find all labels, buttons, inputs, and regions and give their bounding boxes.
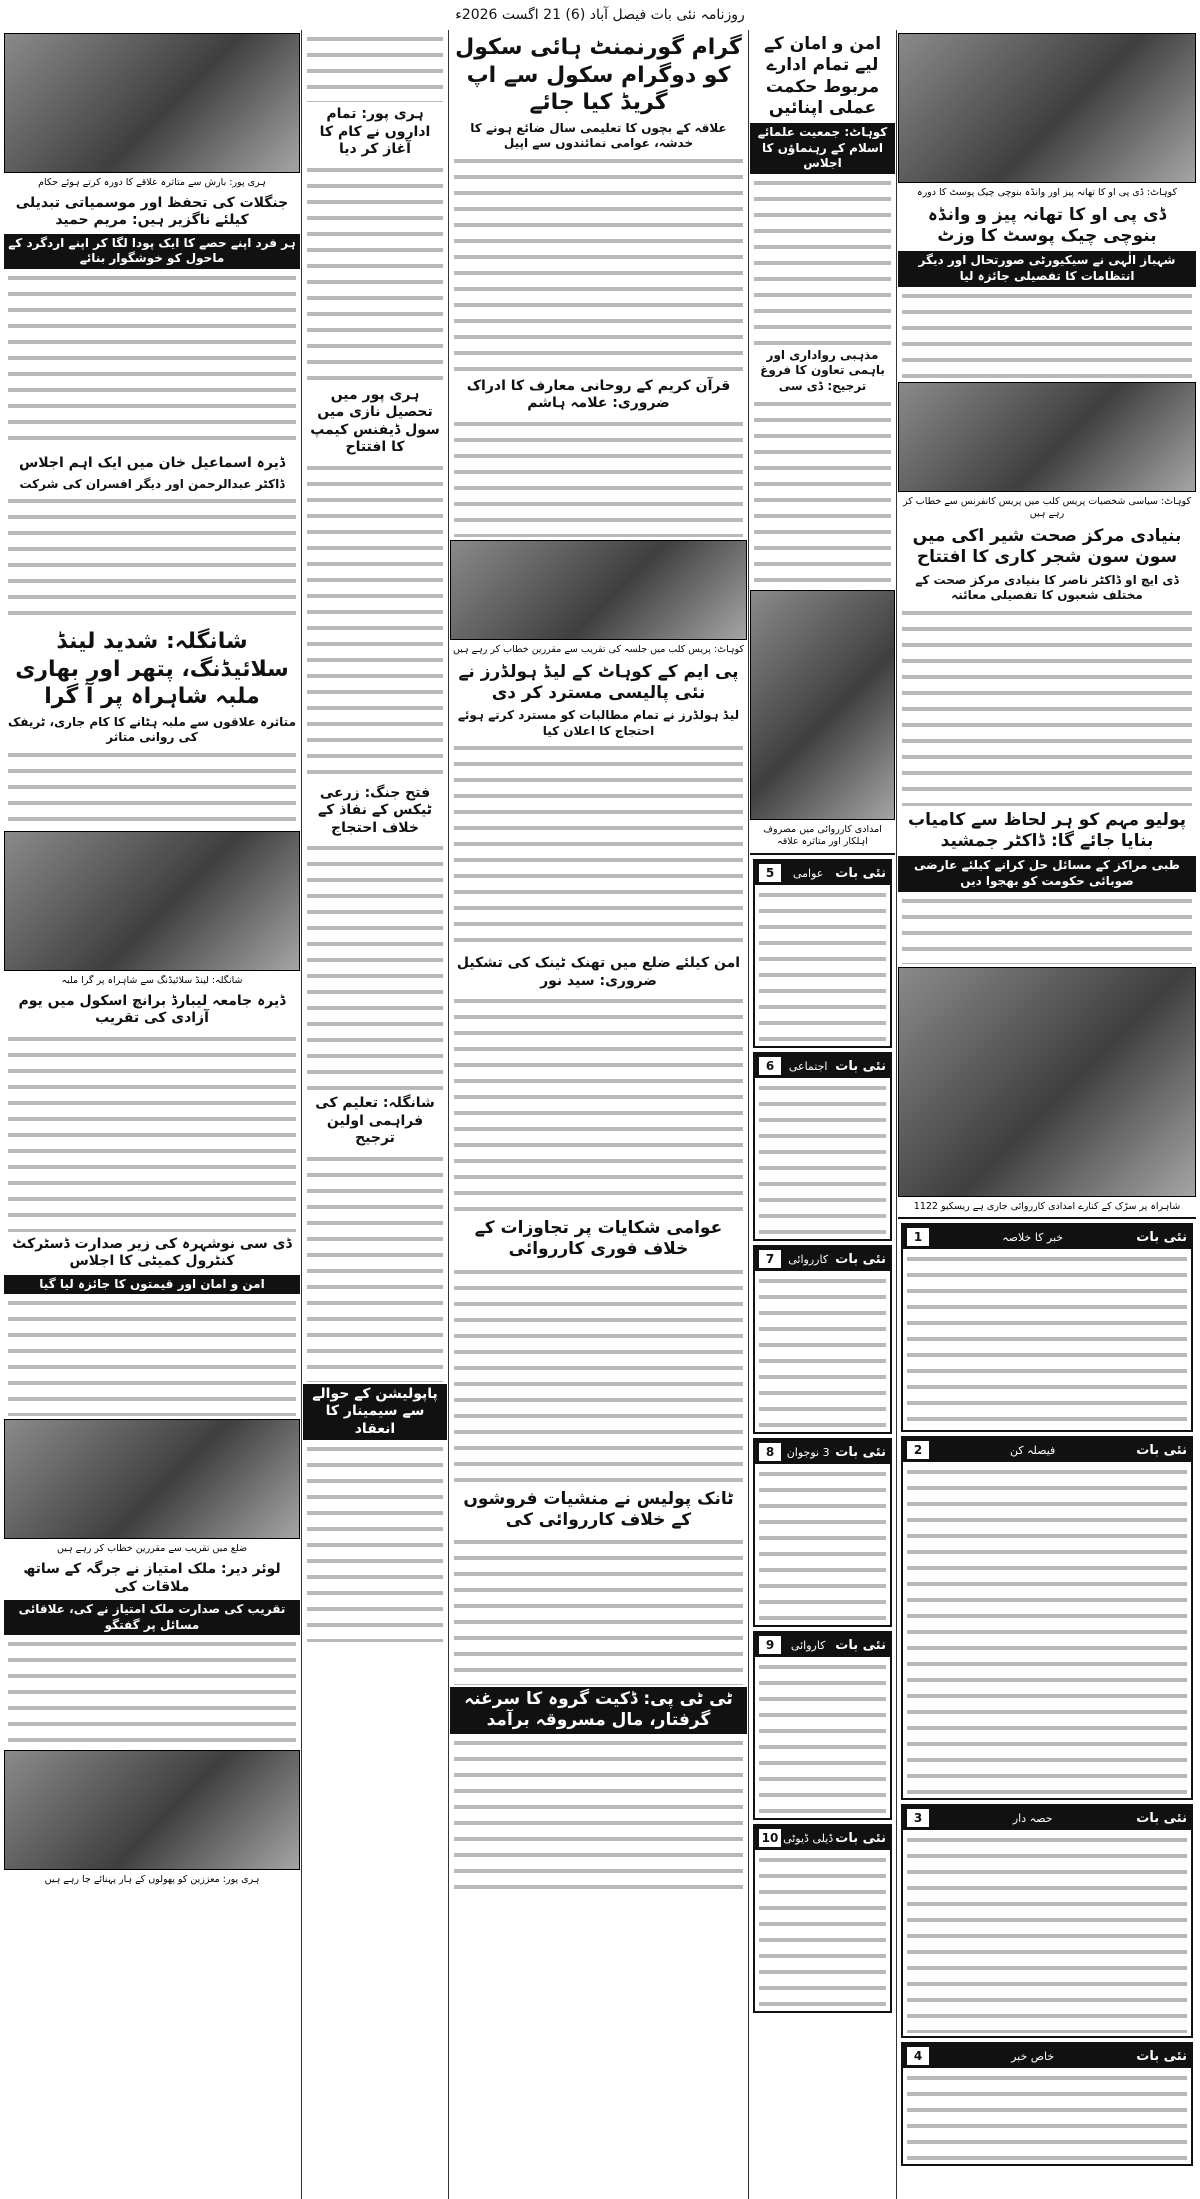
column-divider bbox=[896, 30, 897, 2199]
brief-tag: خبر کا خلاصہ bbox=[1002, 1230, 1064, 1244]
brief-number: 7 bbox=[759, 1250, 781, 1268]
brief-number: 10 bbox=[759, 1829, 781, 1847]
brief-tag: فیصلہ کن bbox=[1010, 1443, 1056, 1457]
photo-image bbox=[898, 33, 1196, 183]
headline: ڈیرہ اسماعیل خان میں ایک اہم اجلاس bbox=[18, 455, 286, 471]
news-brief bbox=[901, 1436, 1193, 1800]
brief-tag: ڈیلی ڈیوٹی bbox=[783, 1831, 834, 1845]
section-rule bbox=[898, 1217, 1196, 1219]
brief-body bbox=[759, 1274, 886, 1429]
brief-number: 3 bbox=[907, 1809, 929, 1827]
brief-body bbox=[907, 1465, 1187, 1795]
headline: ہری پور میں تحصیل نازی میں سول ڈیفنس کیمپ کا افتتاح bbox=[310, 386, 440, 455]
news-brief bbox=[901, 2042, 1193, 2166]
news-brief bbox=[753, 1438, 892, 1627]
headline: لوئر دیر: ملک امتیاز نے جرگہ کے ساتھ ملاقات کی bbox=[23, 1561, 281, 1595]
brief-number: 9 bbox=[759, 1636, 781, 1654]
photo-caption: ہری پور: بارش سے متاثرہ علاقے کا دورہ کرتے ہوئے حکام bbox=[38, 177, 266, 188]
subheadline: لیڈ ہولڈرز نے تمام مطالبات کو مسترد کرتے ہوئے احتجاج کا اعلان کیا bbox=[457, 708, 740, 738]
article-body bbox=[307, 32, 443, 102]
column-5 bbox=[4, 30, 300, 2199]
brief-label: نئی بات bbox=[1136, 1810, 1187, 1826]
brief-header bbox=[755, 1054, 890, 1078]
news-photo bbox=[4, 1419, 300, 1557]
headline: پاپولیشن کے حوالے سے سیمینار کا انعقاد bbox=[303, 1384, 447, 1441]
brief-label: نئی بات bbox=[835, 1444, 886, 1460]
article-body bbox=[454, 1535, 743, 1685]
brief-body bbox=[759, 888, 886, 1043]
brief-body bbox=[907, 2071, 1187, 2161]
article-body bbox=[902, 289, 1192, 379]
news-brief bbox=[901, 1223, 1193, 1432]
photo-caption: کوہاٹ: پریس کلب میں جلسہ کی تقریب سے مقررین خطاب کر رہے ہیں bbox=[452, 643, 745, 655]
brief-tag: عوامی bbox=[792, 866, 824, 880]
photo-caption: ہری پور: معززین کو پھولوں کے ہار پہنائے جا رہے ہیں bbox=[44, 1874, 260, 1886]
news-brief bbox=[901, 1804, 1193, 2038]
photo-image bbox=[898, 382, 1196, 492]
brief-body bbox=[907, 1833, 1187, 2033]
subheadline: متاثرہ علاقوں سے ملبہ ہٹانے کا کام جاری، ٹریفک کی روانی متاثر bbox=[7, 714, 297, 745]
photo-image bbox=[750, 590, 895, 820]
brief-header bbox=[755, 1247, 890, 1271]
brief-label: نئی بات bbox=[835, 1830, 886, 1846]
article-body bbox=[8, 1032, 296, 1232]
brief-header bbox=[903, 2044, 1191, 2068]
news-brief bbox=[753, 1245, 892, 1434]
news-photo bbox=[898, 967, 1196, 1215]
article-body bbox=[454, 417, 743, 537]
column-4 bbox=[303, 30, 447, 2199]
brief-body bbox=[759, 1660, 886, 1815]
column-divider bbox=[448, 30, 449, 2199]
photo-caption: امدادی کارروائی میں مصروف اہلکار اور متاثرہ علاقہ bbox=[763, 823, 882, 848]
brief-label: نئی بات bbox=[835, 865, 886, 881]
brief-header bbox=[755, 1633, 890, 1657]
news-photo bbox=[4, 1750, 300, 1888]
brief-header bbox=[903, 1438, 1191, 1462]
headline: امن و امان کے لیے تمام ادارے مربوط حکمت عملی اپنائیں bbox=[763, 34, 882, 118]
article-body bbox=[454, 154, 743, 374]
brief-number: 4 bbox=[907, 2047, 929, 2065]
subheadline: علاقہ کے بچوں کا تعلیمی سال ضائع ہونے کا خدشہ، عوامی نمائندوں سے اپیل bbox=[470, 120, 727, 151]
news-photo bbox=[4, 831, 300, 989]
photo-caption: کوہاٹ: سیاسی شخصیات پریس کلب میں پریس کانفرنس سے خطاب کر رہے ہیں bbox=[903, 495, 1191, 520]
brief-label: نئی بات bbox=[835, 1251, 886, 1267]
column-divider bbox=[748, 30, 749, 2199]
photo-image bbox=[4, 33, 300, 173]
headline: ڈی پی او کا تھانہ پیز و وانڈہ بنوچی چیک پوسٹ کا وزٹ bbox=[927, 204, 1167, 247]
brief-number: 1 bbox=[907, 1228, 929, 1246]
article-body bbox=[454, 1736, 743, 1896]
headline: پولیو مہم کو ہر لحاظ سے کامیاب بنایا جائے گا: ڈاکٹر جمشید bbox=[908, 809, 1186, 852]
column-2 bbox=[750, 30, 895, 2199]
headline: امن کیلئے ضلع میں تھنک ٹینک کی تشکیل ضروری: سید نور bbox=[456, 955, 741, 989]
brief-body bbox=[759, 1081, 886, 1236]
section-rule bbox=[750, 853, 895, 855]
headline: پی ایم کے کوہاٹ کے لیڈ ہولڈرز نے نئی پالیسی مسترد کر دی bbox=[458, 661, 739, 703]
headline: فتح جنگ: زرعی ٹیکس کے نفاذ کے خلاف احتجاج bbox=[318, 784, 432, 836]
brief-tag: حصہ دار bbox=[1012, 1811, 1053, 1825]
brief-tag: کارروائی bbox=[788, 1252, 829, 1266]
photo-image bbox=[4, 831, 300, 971]
photo-caption: شاہراہ پر سڑک کے کنارے امدادی کارروائی جاری ہے ریسکیو 1122 bbox=[913, 1200, 1181, 1212]
brief-header bbox=[755, 861, 890, 885]
news-photo bbox=[898, 33, 1196, 201]
photo-image bbox=[4, 1419, 300, 1539]
article-body bbox=[307, 841, 443, 1091]
news-brief bbox=[753, 1052, 892, 1241]
article-body bbox=[454, 994, 743, 1214]
brief-header bbox=[755, 1826, 890, 1850]
headline: جنگلات کی تحفظ اور موسمیاتی تبدیلی کیلئے ناگزیر ہیں: مریم حمید bbox=[15, 194, 289, 229]
brief-tag: خاص خبر bbox=[1011, 2049, 1055, 2063]
photo-image bbox=[898, 967, 1196, 1197]
column-1 bbox=[898, 30, 1196, 2199]
news-photo bbox=[4, 33, 300, 191]
brief-tag: اجتماعی bbox=[788, 1059, 828, 1073]
headline: عوامی شکایات پر تجاوزات کے خلاف فوری کارروائی bbox=[474, 1218, 723, 1260]
brief-label: نئی بات bbox=[1136, 1229, 1187, 1245]
subheadline: تقریب کی صدارت ملک امتیاز نے کی، علاقائی مسائل پر گفتگو bbox=[4, 1600, 300, 1635]
subheadline: ڈاکٹر عبدالرحمن اور دیگر افسران کی شرکت bbox=[19, 476, 285, 491]
article-body bbox=[754, 397, 891, 587]
headline: ڈیرہ جامعہ لیبارڈ برانچ اسکول میں یوم آزادی کی تقریب bbox=[18, 992, 286, 1027]
photo-caption: شانگلہ: لینڈ سلائیڈنگ سے شاہراہ پر گرا ملبہ bbox=[61, 974, 243, 986]
photo-caption: ضلع میں تقریب سے مقررین خطاب کر رہے ہیں bbox=[56, 1543, 248, 1555]
news-brief bbox=[753, 1631, 892, 1820]
subheadline: ہر فرد اپنے حصے کا ایک پودا لگا کر اپنے اردگرد کے ماحول کو خوشگوار بنائے bbox=[4, 234, 300, 269]
news-photo bbox=[450, 540, 747, 658]
news-photo bbox=[898, 382, 1196, 523]
column-3 bbox=[450, 30, 747, 2199]
article-body bbox=[8, 494, 296, 624]
article-body bbox=[902, 606, 1192, 806]
column-divider bbox=[301, 30, 302, 2199]
article-body bbox=[454, 1265, 743, 1485]
photo-image bbox=[450, 540, 747, 640]
brief-number: 5 bbox=[759, 864, 781, 882]
brief-label: نئی بات bbox=[1136, 2048, 1187, 2064]
article-body bbox=[8, 1637, 296, 1747]
headline: ڈی سی نوشہرہ کی زیر صدارت ڈسٹرکٹ کنٹرول کمیٹی کا اجلاس bbox=[12, 1235, 292, 1270]
article-body bbox=[307, 1152, 443, 1382]
brief-body bbox=[759, 1853, 886, 2008]
brief-number: 6 bbox=[759, 1057, 781, 1075]
article-body bbox=[8, 271, 296, 451]
subheadline: شہباز الٰہی نے سیکیورٹی صورتحال اور دیگر انتظامات کا تفصیلی جائزہ لیا bbox=[898, 251, 1196, 286]
brief-header bbox=[903, 1225, 1191, 1249]
brief-label: نئی بات bbox=[1136, 1442, 1187, 1458]
brief-number: 8 bbox=[759, 1443, 781, 1461]
article-body bbox=[8, 748, 296, 828]
article-body bbox=[754, 176, 891, 346]
news-photo bbox=[750, 590, 895, 851]
masthead: روزنامہ نئی بات فیصل آباد (6) 21 اگست 2026ء bbox=[455, 7, 745, 23]
subheadline: مذہبی رواداری اور باہمی تعاون کا فروغ ترجیح: ڈی سی bbox=[760, 347, 885, 393]
brief-body bbox=[759, 1467, 886, 1622]
article-body bbox=[8, 1296, 296, 1416]
subheadline: ڈی ایچ او ڈاکٹر ناصر کا بنیادی مرکز صحت کے مختلف شعبوں کا تفصیلی معائنہ bbox=[915, 572, 1179, 603]
headline: شانگلہ: تعلیم کی فراہمی اولین ترجیح bbox=[315, 1095, 435, 1146]
headline: شانگلہ: شدید لینڈ سلائیڈنگ، پتھر اور بھاری ملبہ شاہراہ پر آ گرا bbox=[15, 629, 289, 710]
subheadline: امن و امان اور قیمتوں کا جائزہ لیا گیا bbox=[4, 1275, 300, 1295]
brief-label: نئی بات bbox=[835, 1058, 886, 1074]
headline: ہری پور: تمام اداروں نے کام کا آغاز کر دیا bbox=[319, 106, 431, 157]
headline: قرآن کریم کے روحانی معارف کا ادراک ضروری: علامہ ہاشم bbox=[466, 377, 731, 412]
headline: گرام گورنمنٹ ہائی سکول کو دوگرام سکول سے اپ گریڈ کیا جائے bbox=[455, 35, 742, 115]
brief-label: نئی بات bbox=[835, 1637, 886, 1653]
subheadline: کوہاٹ: جمعیت علمائے اسلام کے رہنماؤں کا اجلاس bbox=[750, 123, 895, 174]
headline: بنیادی مرکز صحت شیر اکی میں سون سون شجر کاری کا افتتاح bbox=[912, 526, 1182, 568]
brief-header bbox=[755, 1440, 890, 1464]
article-body bbox=[307, 1442, 443, 1642]
subheadline: طبی مراکز کے مسائل حل کرانے کیلئے عارضی صوبائی حکومت کو بھجوا دیں bbox=[898, 856, 1196, 891]
headline: ٹانک پولیس نے منشیات فروشوں کے خلاف کارروائی کی bbox=[463, 1488, 734, 1530]
brief-tag: کاروائی bbox=[790, 1638, 826, 1652]
article-body bbox=[454, 741, 743, 951]
headline: ٹی ٹی پی: ڈکیت گروہ کا سرغنہ گرفتار، مال مسروقہ برآمد bbox=[450, 1687, 747, 1734]
news-brief bbox=[753, 1824, 892, 2013]
brief-body bbox=[907, 1252, 1187, 1427]
photo-image bbox=[4, 1750, 300, 1870]
article-body bbox=[902, 894, 1192, 964]
brief-tag: 3 نوجوان bbox=[786, 1445, 830, 1459]
photo-caption: کوہاٹ: ڈی پی او کا تھانہ پیز اور وانڈہ بنوچی چیک پوسٹ کا دورہ bbox=[917, 187, 1177, 198]
brief-header bbox=[903, 1806, 1191, 1830]
brief-number: 2 bbox=[907, 1441, 929, 1459]
article-body bbox=[307, 461, 443, 781]
article-body bbox=[307, 163, 443, 383]
news-brief bbox=[753, 859, 892, 1048]
